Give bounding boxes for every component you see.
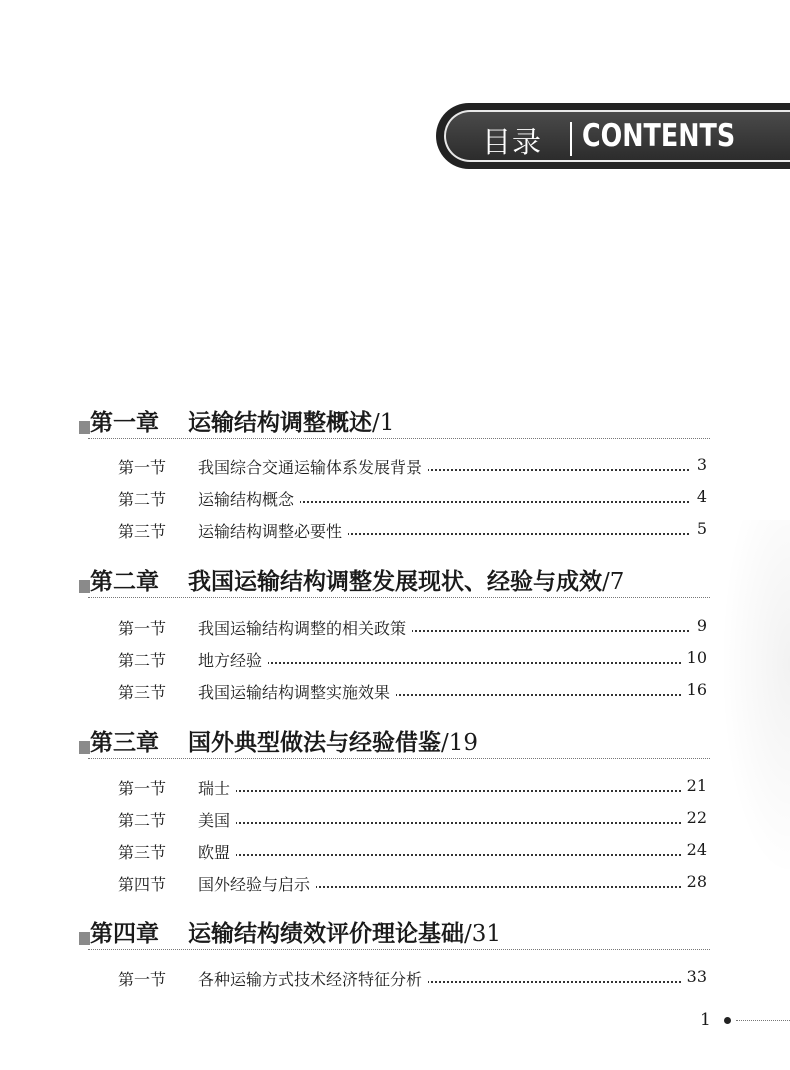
chapter-page: /1 (372, 410, 395, 436)
footer-dot (724, 1017, 731, 1024)
section-title: 我国综合交通运输体系发展背景 (198, 455, 428, 478)
section-number: 第三节 (118, 522, 167, 541)
toc-entry[interactable] (118, 487, 707, 509)
section-page: 9 (691, 616, 707, 635)
chapter-marker (79, 932, 90, 945)
toc-entry[interactable] (118, 967, 707, 989)
chapter-number: 第二章 (90, 568, 159, 595)
section-title: 运输结构概念 (198, 487, 300, 510)
section-title: 国外经验与启示 (198, 872, 316, 895)
chapter-marker (79, 580, 90, 593)
toc-entry[interactable] (118, 680, 707, 702)
section-page: 16 (681, 680, 707, 699)
toc-entry[interactable] (118, 616, 707, 638)
section-page: 5 (691, 519, 707, 538)
banner-divider (570, 122, 572, 156)
chapter-marker (79, 421, 90, 434)
section-page: 28 (681, 872, 707, 891)
leader-dots (198, 662, 697, 664)
leader-dots (198, 822, 697, 824)
section-title: 欧盟 (198, 840, 236, 863)
section-title: 美国 (198, 808, 236, 831)
section-number: 第二节 (118, 490, 167, 509)
chapter-title: 我国运输结构调整发展现状、经验与成效/7 (188, 568, 625, 595)
footer-dotted-line (736, 1020, 790, 1021)
section-page: 21 (681, 776, 707, 795)
contents-title-en: CONTENTS (582, 118, 736, 154)
chapter-page: /19 (441, 730, 479, 756)
section-number: 第四节 (118, 875, 167, 894)
chapter-title: 运输结构调整概述/1 (188, 409, 395, 436)
chapter-heading[interactable] (88, 404, 710, 439)
section-page: 24 (681, 840, 707, 859)
chapter-number: 第三章 (90, 729, 159, 756)
leader-dots (198, 790, 697, 792)
toc-entry[interactable] (118, 840, 707, 862)
toc-entry[interactable] (118, 872, 707, 894)
chapter-page: /31 (464, 921, 502, 947)
toc-entry[interactable] (118, 808, 707, 830)
section-number: 第三节 (118, 683, 167, 702)
section-title: 瑞士 (198, 776, 236, 799)
section-number: 第一节 (118, 970, 167, 989)
section-page: 33 (681, 967, 707, 986)
section-number: 第二节 (118, 651, 167, 670)
chapter-page: /7 (602, 569, 625, 595)
section-page: 3 (691, 455, 707, 474)
leader-dots (198, 854, 697, 856)
toc-entry[interactable] (118, 648, 707, 670)
toc-entry[interactable] (118, 455, 707, 477)
contents-banner (436, 103, 790, 169)
section-title: 地方经验 (198, 648, 268, 671)
chapter-heading[interactable] (88, 724, 710, 759)
toc-entry[interactable] (118, 519, 707, 541)
chapter-number: 第四章 (90, 920, 159, 947)
section-number: 第一节 (118, 779, 167, 798)
section-page: 10 (681, 648, 707, 667)
contents-banner-frame (444, 110, 790, 162)
section-number: 第一节 (118, 619, 167, 638)
section-number: 第二节 (118, 811, 167, 830)
section-number: 第一节 (118, 458, 167, 477)
contents-title-zh: 目录 (482, 125, 543, 159)
chapter-title: 运输结构绩效评价理论基础/31 (188, 920, 502, 947)
section-title: 我国运输结构调整的相关政策 (198, 616, 412, 639)
chapter-title: 国外典型做法与经验借鉴/19 (188, 729, 479, 756)
page-shading (720, 520, 790, 880)
section-title: 运输结构调整必要性 (198, 519, 348, 542)
chapter-marker (79, 741, 90, 754)
toc-entry[interactable] (118, 776, 707, 798)
section-page: 22 (681, 808, 707, 827)
page-number: 1 (700, 1010, 711, 1030)
chapter-heading[interactable] (88, 915, 710, 950)
chapter-heading[interactable] (88, 563, 710, 598)
section-page: 4 (691, 487, 707, 506)
section-number: 第三节 (118, 843, 167, 862)
section-title: 各种运输方式技术经济特征分析 (198, 967, 428, 990)
section-title: 我国运输结构调整实施效果 (198, 680, 396, 703)
chapter-number: 第一章 (90, 409, 159, 436)
